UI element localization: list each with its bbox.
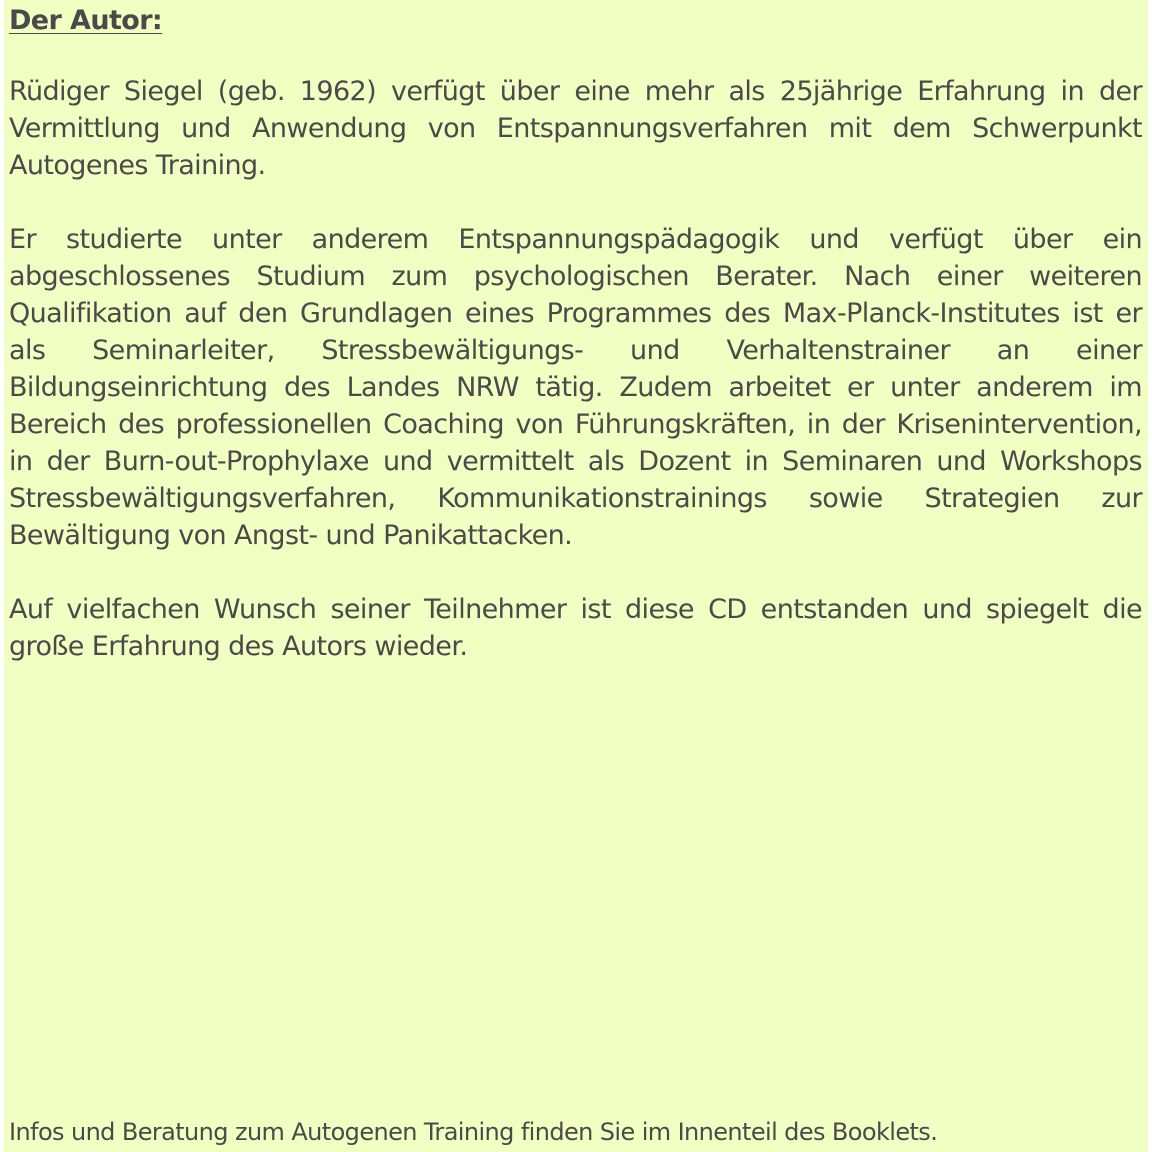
bio-paragraph-qualifications: Er studierte unter anderem Entspannungspädagogik und verfügt über ein abgeschlossenes Studium zum psychologischen Berater. Nach einer weiteren Qualifikation auf den Grundlagen eines Programmes des Max-Planck-Institutes ist er als Seminarleiter, Stressbewältigungs- und Verhaltenstrainer an einer Bildungseinrichtung des Landes NRW tätig. Zudem arbeitet er unter anderem im Bereich des professionellen Coaching von Führungskräften, in der Krisenintervention, in der Burn-out-Prophylaxe und vermittelt als Dozent in Seminaren und Workshops Stressbewältigungsverfahren, Kommunikationstrainings sowie Strategien zur Bewältigung von Angst- und Panikattacken. [9,224,1142,551]
bio-paragraph-cd-origin: Auf vielfachen Wunsch seiner Teilnehmer ist diese CD entstanden und spiegelt die große Erfahrung des Autors wieder. [9,594,1142,662]
author-bio [9,73,1142,702]
booklet-page [4,0,1148,1152]
author-heading: Der Autor: [9,5,163,36]
footer-note: Infos und Beratung zum Autogenen Training finden Sie im Innenteil des Booklets. [9,1118,938,1146]
bio-paragraph-experience: Rüdiger Siegel (geb. 1962) verfügt über eine mehr als 25jährige Erfahrung in der Vermittlung und Anwendung von Entspannungsverfahren mit dem Schwerpunkt Autogenes Training. [9,76,1142,181]
